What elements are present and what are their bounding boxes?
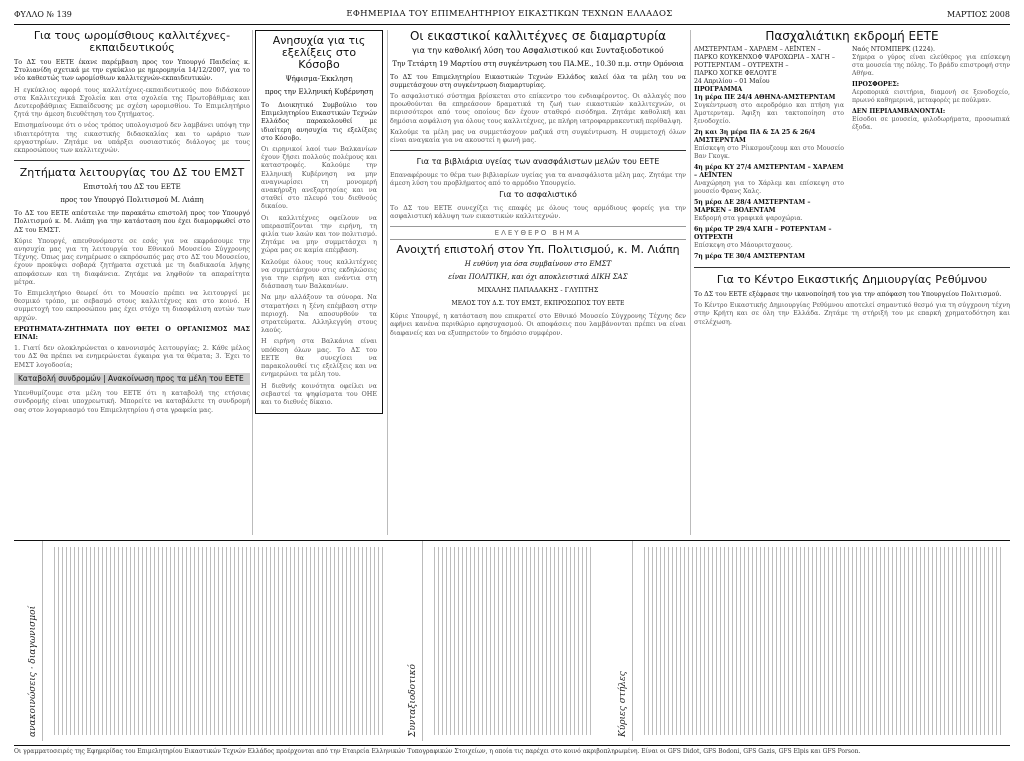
trip-excluded-heading: ΔΕΝ ΠΕΡΙΛΑΜΒΑΝΟΝΤΑΙ: xyxy=(852,108,946,115)
article-subtitle: Η ευθύνη για όσα συμβαίνουν στο ΕΜΣΤ xyxy=(464,260,612,269)
rotated-column xyxy=(394,541,423,741)
article-subtitle: Ψήφισμα-Έκκληση xyxy=(285,75,353,83)
article-filler: Εκδρομή στα γραφικά ψαροχώρια. xyxy=(694,215,803,222)
column-divider xyxy=(252,30,253,535)
article-body: Το ΔΣ του ΕΕΤΕ εξέφρασε την ικανοποίησή του για την απόφαση του Υπουργείου Πολιτισμού. xyxy=(694,290,1002,298)
membership-fees-bar: Καταβολή συνδρομών | Ανακοίνωση προς τα μέλη του ΕΕΤΕ xyxy=(14,373,250,385)
free-tribune-band: ΕΛΕΥΘΕΡΟ ΒΗΜΑ xyxy=(390,226,686,240)
article-filler: 1. Γιατί δεν ολοκληρώνεται ο κανονισμός λειτουργίας; 2. Κάθε μέλος του ΔΣ θα πρέπει να ενημερώνεται έγκαιρα για τα θέματα; 3. Έχει το ΕΜΣΤ λογοδοσία; xyxy=(14,344,250,369)
column-divider xyxy=(387,30,388,535)
article-filler: Καλούμε όλους τους καλλιτέχνες να συμμετάσχουν στις εκδηλώσεις για την ειρήνη και ενάντια στη διάσπαση των Βαλκανίων. xyxy=(261,257,377,291)
trip-offers-heading: ΠΡΟΣΦΟΡΕΣ: xyxy=(852,81,900,88)
article-title-hourly-artists: Για τους ωρομίσθιους καλλιτέχνες-εκπαιδευτικούς xyxy=(33,30,231,54)
article-filler: Το ασφαλιστικό σύστημα βρίσκεται στο επίκεντρο του ενδιαφέροντος. Οι αλλαγές που προωθούνται θα επηρεάσουν δραματικά τη ζωή των εικαστικών καλλιτεχνών, οι περισσότεροι από τους οποίους δεν έχουν σταθερό εισόδημα. Ζητάμε καθολική και δημόσια ασφάλιση για όλους τους καλλιτέχνες, με πλήρη ιατροφαρμακευτική περίθαλψη. xyxy=(390,91,686,125)
trip-program-right xyxy=(852,46,1010,261)
column-4 xyxy=(694,30,1010,535)
rotated-section-title: ανακοινώσεις · διαγωνισμοί xyxy=(28,605,38,737)
rotated-column xyxy=(14,541,43,741)
trip-route-line: ΠΑΡΚΟ ΚΟΥΚΕΝΧΟΦ ΨΑΡΟΧΩΡΙΑ – ΧΑΓΗ – xyxy=(694,54,835,61)
article-title-protest-2: για την καθολική λύση του Ασφαλιστικού και Συνταξιοδοτικού xyxy=(412,46,664,55)
rotated-section-title: Συνταξιοδοτικό xyxy=(408,664,418,737)
article-body: Το Διοικητικό Συμβούλιο του Επιμελητηρίου Εικαστικών Τεχνών Ελλάδος παρακολουθεί με ιδιαίτερη ανησυχία τις εξελίξεις στο Κόσοβο. xyxy=(261,101,377,142)
article-filler: Επαναφέρουμε το θέμα των βιβλιαρίων υγείας για τα ανασφάλιστα μέλη μας. Ζητάμε την άμεση λύση του προβλήματος από το αρμόδιο Υπουργείο. xyxy=(390,170,686,187)
trip-note: Ναός ΝΤΟΜΠΕΡΚ (1224). xyxy=(852,46,935,53)
rotated-text-block xyxy=(434,547,594,735)
column-1 xyxy=(14,30,250,535)
article-subtitle: Την Τετάρτη 19 Μαρτίου στη συγκέντρωση του ΠΑ.ΜΕ., 10.30 π.μ. στην Ομόνοια xyxy=(392,59,684,68)
article-filler: Το ΔΣ του ΕΕΤΕ συνεχίζει τις επαφές με όλους τους αρμόδιους φορείς για την ασφαλιστική κάλυψη των εικαστικών καλλιτεχνών. xyxy=(390,203,686,220)
article-filler: Η εγκύκλιος αφορά τους καλλιτέχνες-εκπαιδευτικούς που διδάσκουν στα Καλλιτεχνικά Σχολεία και στα σχολεία της Πρωτοβάθμιας και Δευτεροβάθμιας Εκπαίδευσης με σχέση ωρομισθίου. Το Επιμελητήριο ζητά την άμεση διευθέτηση του ζητήματος. xyxy=(14,85,250,119)
trip-program-heading: ΠΡΟΓΡΑΜΜΑ xyxy=(694,86,743,93)
article-title-rethymno: Για το Κέντρο Εικαστικής Δημιουργίας Ρεθύμνου xyxy=(716,273,988,286)
side-heading: ΕΡΩΤΗΜΑΤΑ-ΖΗΤΗΜΑΤΑ ΠΟΥ ΘΕΤΕΙ Ο ΟΡΓΑΝΙΣΜΟΣ ΜΑΣ ΕΙΝΑΙ: xyxy=(14,324,250,342)
trip-day: 1η μέρα ΠΕ 24/4 ΑΘΗΝΑ-ΑΜΣΤΕΡΝΤΑΜ xyxy=(694,94,836,101)
article-body: Το ΔΣ του Επιμελητηρίου Εικαστικών Τεχνών Ελλάδος καλεί όλα τα μέλη του να συμμετάσχουν στη συγκέντρωση διαμαρτυρίας. xyxy=(390,72,686,89)
article-filler: Το Κέντρο Εικαστικής Δημιουργίας Ρεθύμνου αποτελεί σημαντικό θεσμό για τη σύγχρονη τέχνη στην Κρήτη και σε όλη την Ελλάδα. Ζητάμε τη στήριξή του με επαρκή χρηματοδότηση και στελέχωση. xyxy=(694,301,1010,326)
article-filler: Η ειρήνη στα Βαλκάνια είναι υπόθεση όλων μας. Το ΔΣ του ΕΕΤΕ θα συνεχίσει να παρακολουθεί τις εξελίξεις και να ενημερώνει τα μέλη του. xyxy=(261,337,377,379)
trip-day: 2η και 3η μέρα ΠΑ & ΣΑ 25 & 26/4 ΑΜΣΤΕΡΝΤΑΜ xyxy=(694,129,816,144)
article-filler: Οι καλλιτέχνες οφείλουν να υπερασπίζονται την ειρήνη, τη φιλία των λαών και τον πολιτισμό. Ζητάμε να μην συμμετάσχει η χώρα μας σε καμία επέμβαση. xyxy=(261,213,377,255)
article-filler: Αεροπορικά εισιτήρια, διαμονή σε ξενοδοχείο, πρωινό καθημερινά, μεταφορές με πούλμαν. xyxy=(852,89,1010,104)
article-subtitle: Επιστολή του ΔΣ του ΕΕΤΕ xyxy=(83,183,181,192)
article-filler: Αναχώρηση για το Χάρλεμ και επίσκεψη στο μουσείο Φρανς Χαλς. xyxy=(694,180,844,195)
column-2 xyxy=(255,30,383,535)
article-filler: Καλούμε τα μέλη μας να συμμετάσχουν μαζικά στη συγκέντρωση. Η συμμετοχή όλων είναι αναγκαία για να ακουστεί η φωνή μας. xyxy=(390,127,686,144)
rotated-section-title: Κύριες στήλες xyxy=(618,671,628,737)
article-filler: Επισημαίνουμε ότι ο νέος τρόπος υπολογισμού δεν λαμβάνει υπόψη την ιδιαιτερότητα της εικαστικής διδασκαλίας και το ωράριο των εργαστηρίων. Ζητάμε να υπάρξει ουσιαστικός διάλογος με τους εκπροσώπους των καλλιτεχνών. xyxy=(14,121,250,155)
rotated-text-block xyxy=(644,547,1004,735)
article-title-easter-trip: Πασχαλιάτικη εκδρομή ΕΕΤΕ xyxy=(765,30,939,43)
article-filler: Να μην αλλάξουν τα σύνορα. Να σταματήσει η ξένη επέμβαση στην περιοχή. Να αποσυρθούν τα στρατεύματα. Αλληλεγγύη στους λαούς. xyxy=(261,293,377,335)
page-footer: Οι γραμματοσειρές της Εφημερίδας του Επιμελητηρίου Εικαστικών Τεχνών Ελλάδος προέρχονται από την Εταιρεία Ελληνικών Τυπογραφικών Στοιχείων, η οποία τις παρέχει στο κοινό ακριβοπληρωμένη. Είναι οι GFS Didot, GFS Bodoni, GFS Gazis, GFS Elpis και GFS Porson. xyxy=(14,745,1010,755)
article-title-emst: Ζητήματα λειτουργίας του ΔΣ του ΕΜΣΤ xyxy=(19,166,245,180)
newspaper-title: ΕΦΗΜΕΡΙΔΑ ΤΟΥ ΕΠΙΜΕΛΗΤΗΡΙΟΥ ΕΙΚΑΣΤΙΚΩΝ ΤΕΧΝΩΝ ΕΛΛΑΔΟΣ xyxy=(346,9,673,19)
column-divider xyxy=(690,30,691,535)
article-filler: Επίσκεψη στο Ρίικσμουζεουμ και στο Μουσείο Βαν Γκογκ. xyxy=(694,145,844,160)
masthead xyxy=(14,6,1010,25)
trip-route-line: ΡΟΤΤΕΡΝΤΑΜ – ΟΥΤΡΕΧΤΗ – xyxy=(694,62,789,69)
article-filler: Κύριε Υπουργέ, απευθυνόμαστε σε εσάς για να εκφράσουμε την ανησυχία μας για τη λειτουργία του Εθνικού Μουσείου Σύγχρονης Τέχνης. Όπως μας ενημέρωσε ο εκπρόσωπός μας στο ΔΣ του Μουσείου, έχουν προκύψει σοβαρά ζητήματα σχετικά με τη διαδικασία λήψης αποφάσεων και τη διαφάνεια. Ζητάμε να ληφθούν τα απαραίτητα μέτρα. xyxy=(14,236,250,286)
rotated-column xyxy=(604,541,633,741)
article-title-protest: Οι εικαστικοί καλλιτέχνες σε διαμαρτυρία xyxy=(409,30,667,43)
article-filler: Η διεθνής κοινότητα οφείλει να σεβαστεί τα ψηφίσματα του ΟΗΕ και το διεθνές δίκαιο. xyxy=(261,381,377,406)
trip-day: 7η μέρα ΤΕ 30/4 ΑΜΣΤΕΡΝΤΑΜ xyxy=(694,253,805,260)
article-subtitle: είναι ΠΟΛΙΤΙΚΗ, και όχι αποκλειστικά ΔΙΚΗ ΣΑΣ xyxy=(448,273,628,282)
article-title-health-books: Για τα βιβλιάρια υγείας των ανασφάλιστων μελών του ΕΕΤΕ xyxy=(416,157,660,167)
article-filler: Το Επιμελητήριο θεωρεί ότι το Μουσείο πρέπει να λειτουργεί με θεσμικό τρόπο, με σεβασμό στους καλλιτέχνες και στο κοινό. Η συμμετοχή του εκπροσώπου μας έχει στόχο τη διασφάλιση αυτών των αρχών. xyxy=(14,289,250,322)
letter-author-role: ΜΕΛΟΣ ΤΟΥ Δ.Σ. ΤΟΥ ΕΜΣΤ, ΕΚΠΡΟΣΩΠΟΣ ΤΟΥ ΕΕΤΕ xyxy=(451,300,625,308)
article-filler: Υπενθυμίζουμε στα μέλη του ΕΕΤΕ ότι η καταβολή της ετήσιας συνδρομής είναι υποχρεωτική. Μπορείτε να καταβάλετε τη συνδρομή σας στον λογαριασμό του Επιμελητηρίου ή στα γραφεία μας. xyxy=(14,389,250,414)
trip-route-line: ΑΜΣΤΕΡΝΤΑΜ – ΧΑΡΛΕΜ – ΛΕΪΝΤΕΝ – xyxy=(694,46,821,53)
article-subtitle: προς την Ελληνική Κυβέρνηση xyxy=(264,88,374,96)
article-subtitle: προς τον Υπουργό Πολιτισμού Μ. Λιάπη xyxy=(60,196,204,205)
column-3 xyxy=(390,30,686,535)
kosovo-box xyxy=(255,30,383,414)
article-body: Το ΔΣ του ΕΕΤΕ έκανε παρέμβαση προς τον Υπουργό Παιδείας κ. Στυλιανίδη σχετικά με την εγκύκλιο με ημερομηνία 14/12/2007, για το νέο καθεστώς των ωρομίσθιων καλλιτεχνών-εκπαιδευτικών. xyxy=(14,58,250,83)
rotated-text-block xyxy=(54,547,384,735)
article-filler: Επίσκεψη στο Μάουριτσχαους. xyxy=(694,242,793,249)
issue-number: ΦΥΛΛΟ № 139 xyxy=(14,9,72,19)
trip-day: 6η μέρα ΤΡ 29/4 ΧΑΓΗ – ΡΟΤΕΡΝΤΑΜ – ΟΥΤΡΕΧΤΗ xyxy=(694,226,832,241)
article-filler: Κύριε Υπουργέ, η κατάσταση που επικρατεί στο Εθνικό Μουσείο Σύγχρονης Τέχνης δεν αφήνει κανένα περιθώριο εφησυχασμού. Οι αποφάσεις που λαμβάνονται πρέπει να είναι διαφανείς και να εξυπηρετούν το δημόσιο συμφέρον. xyxy=(390,312,686,337)
trip-day: 5η μέρα ΔΕ 28/4 ΑΜΣΤΕΡΝΤΑΜ – ΜΑΡΚΕΝ – ΒΟΛΕΝΤΑΜ xyxy=(694,199,811,214)
article-body: Το ΔΣ του ΕΕΤΕ απέστειλε την παρακάτω επιστολή προς τον Υπουργό Πολιτισμού κ. Μ. Λιάπη για την κατάσταση που έχει διαμορφωθεί στο ΔΣ του ΕΜΣΤ. xyxy=(14,209,250,234)
article-title-kosovo: Ανησυχία για τις εξελίξεις στο Κόσοβο xyxy=(272,34,366,71)
article-filler: Συγκέντρωση στο αεροδρόμιο και πτήση για Άμστερνταμ. Άφιξη και τακτοποίηση στο ξενοδοχείο. xyxy=(694,102,844,125)
letter-author: ΜΙΧΑΛΗΣ ΠΑΠΑΔΑΚΗΣ - ΓΛΥΠΤΗΣ xyxy=(477,286,599,295)
article-title-open-letter: Ανοιχτή επιστολή στον Υπ. Πολιτισμού, κ. Μ. Λιάπη xyxy=(396,243,680,257)
trip-dates: 24 Απριλίου – 01 Μαΐου xyxy=(694,78,770,85)
article-filler: Είσοδοι σε μουσεία, φιλοδωρήματα, προσωπικά έξοδα. xyxy=(852,116,1010,131)
trip-route-line: ΠΑΡΚΟ ΧΟΓΚΕ ΦΕΛΟΥΓΕ xyxy=(694,70,777,77)
trip-day: 4η μέρα ΚΥ 27/4 ΑΜΣΤΕΡΝΤΑΜ – ΧΑΡΛΕΜ – ΛΕΪΝΤΕΝ xyxy=(694,164,844,179)
bottom-announcements xyxy=(14,540,1010,741)
issue-date: ΜΑΡΤΙΟΣ 2008 xyxy=(947,9,1010,19)
trip-program-left xyxy=(694,46,844,261)
article-filler: Σήμερα ο γύρος είναι ελεύθερος για επίσκεψη στα μουσεία της πόλης. Το βράδυ επιστροφή στην Αθήνα. xyxy=(852,54,1010,77)
article-filler: Οι ειρηνικοί λαοί των Βαλκανίων έχουν ζήσει πολλούς πολέμους και καταστροφές. Καλούμε την Ελληνική Κυβέρνηση να μην αναγνωρίσει τη μονομερή ανακήρυξη ανεξαρτησίας και να σταθεί στο πλευρό του διεθνούς δικαίου. xyxy=(261,145,377,211)
article-title-insurance: Για το ασφαλιστικό xyxy=(499,190,577,200)
